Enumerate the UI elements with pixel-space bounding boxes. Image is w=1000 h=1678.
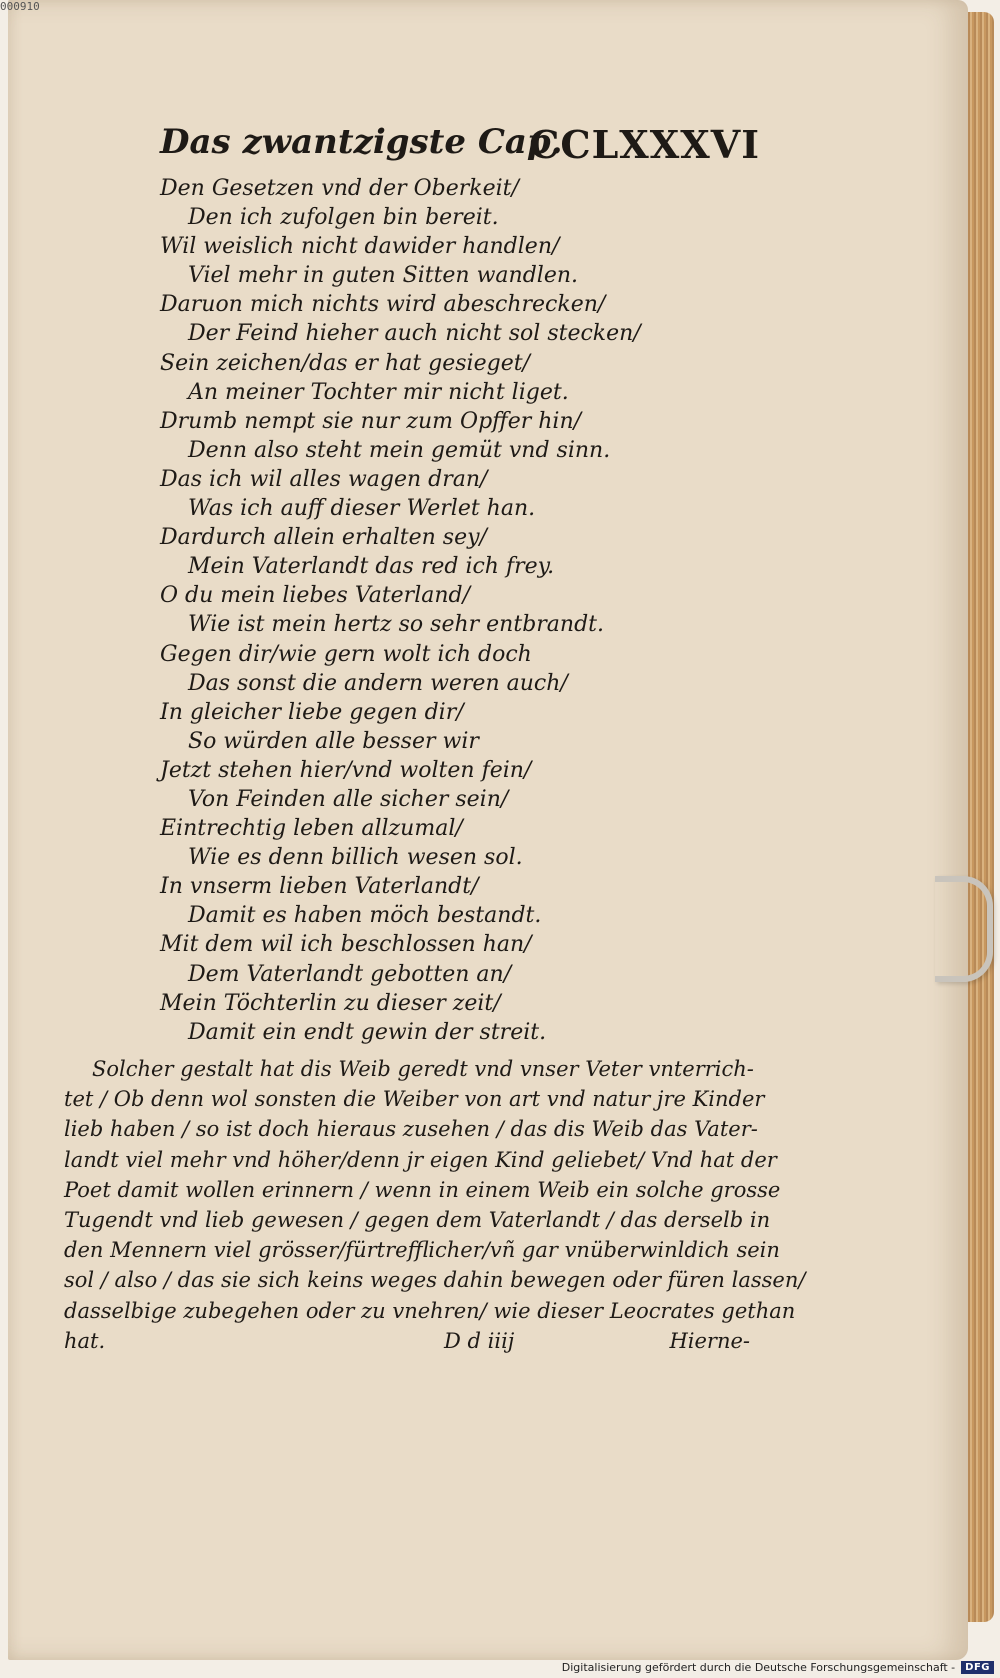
verse-line: An meiner Tochter mir nicht liget. <box>188 379 569 405</box>
footer-credit <box>562 1658 994 1676</box>
signature-mark: D d iiij <box>444 1328 515 1353</box>
verse-line: O du mein liebes Vaterland/ <box>160 583 471 609</box>
verse-line: In vnserm lieben Vaterlandt/ <box>160 874 479 900</box>
prose-line: sol / also / das sie sich keins weges dahin bewegen oder füren lassen/ <box>64 1268 806 1293</box>
prose-line: Solcher gestalt hat dis Weib geredt vnd vnser Veter vnterrich- <box>92 1057 754 1081</box>
verse-block <box>160 174 760 1047</box>
verse-line: So würden alle besser wir <box>188 728 479 754</box>
prose-line: dasselbige zubegehen oder zu vnehren/ wie dieser Leocrates gethan <box>64 1298 796 1323</box>
verse-line: Eintrechtig leben allzumal/ <box>160 816 463 842</box>
verse-line: Mit dem wil ich beschlossen han/ <box>160 932 532 958</box>
scan-id-fragment: 000910 <box>0 0 40 13</box>
verse-line: Dem Vaterlandt gebotten an/ <box>188 961 512 987</box>
verse-line: Denn also steht mein gemüt vnd sinn. <box>188 437 611 463</box>
verse-line: Wie ist mein hertz so sehr entbrandt. <box>188 612 604 638</box>
verse-line: Den Gesetzen vnd der Oberkeit/ <box>160 176 519 201</box>
verse-line: Was ich auff dieser Werlet han. <box>188 496 536 522</box>
prose-line: landt viel mehr vnd höher/denn jr eigen Kind geliebet/ Vnd hat der <box>64 1147 777 1172</box>
verse-line: Den ich zufolgen bin bereit. <box>188 205 499 231</box>
verse-line: Das sonst die andern weren auch/ <box>188 670 568 696</box>
verse-line: Von Feinden alle sicher sein/ <box>188 786 509 812</box>
prose-line: tet / Ob denn wol sonsten die Weiber von art vnd natur jre Kinder <box>64 1087 765 1112</box>
verse-line: Das ich wil alles wagen dran/ <box>160 466 488 492</box>
footer-credit-text: Digitalisierung gefördert durch die Deutsche Forschungsgemeinschaft - <box>561 1660 956 1674</box>
verse-line: Daruon mich nichts wird abeschrecken/ <box>160 292 606 318</box>
verse-line: Mein Töchterlin zu dieser zeit/ <box>160 990 501 1016</box>
verse-line: Wie es denn billich wesen sol. <box>188 845 523 871</box>
prose-last-word: hat. <box>64 1328 106 1353</box>
prose-line: lieb haben / so ist doch hieraus zusehen / das dis Weib das Vater- <box>64 1117 758 1142</box>
verse-line: Sein zeichen/das er hat gesieget/ <box>160 350 530 376</box>
folio-number: CCLXXXVI <box>529 122 760 167</box>
verse-line: Drumb nempt sie nur zum Opffer hin/ <box>160 408 582 434</box>
verse-line: Damit ein endt gewin der streit. <box>188 1019 547 1045</box>
prose-paragraph <box>64 1054 806 1356</box>
page-edges <box>968 12 994 1622</box>
verse-line: In gleicher liebe gegen dir/ <box>160 699 464 725</box>
verse-line: Viel mehr in guten Sitten wandlen. <box>188 263 579 289</box>
verse-line: Dardurch allein erhalten sey/ <box>160 525 487 551</box>
running-title: Das zwantzigste Cap. <box>160 122 563 162</box>
page-header <box>160 122 760 172</box>
prose-last-line <box>64 1326 750 1356</box>
verse-line: Damit es haben möch bestandt. <box>188 903 542 929</box>
prose-line: Tugendt vnd lieb gewesen / gegen dem Vaterlandt / das derselb in <box>64 1208 771 1233</box>
verse-line: Mein Vaterlandt das red ich frey. <box>188 554 555 580</box>
dfg-logo: DFG <box>961 1661 994 1674</box>
prose-line: Poet damit wollen erinnern / wenn in einem Weib ein solche grosse <box>64 1177 781 1202</box>
paper-clip <box>935 876 993 982</box>
catchword: Hierne- <box>669 1328 750 1353</box>
verse-line: Der Feind hieher auch nicht sol stecken/ <box>188 321 641 347</box>
verse-line: Wil weislich nicht dawider handlen/ <box>160 234 560 260</box>
verse-line: Gegen dir/wie gern wolt ich doch <box>160 641 532 667</box>
prose-line: den Mennern viel grösser/fürtrefflicher/vñ gar vnüberwinldich sein <box>64 1238 780 1263</box>
verse-line: Jetzt stehen hier/vnd wolten fein/ <box>160 757 532 783</box>
